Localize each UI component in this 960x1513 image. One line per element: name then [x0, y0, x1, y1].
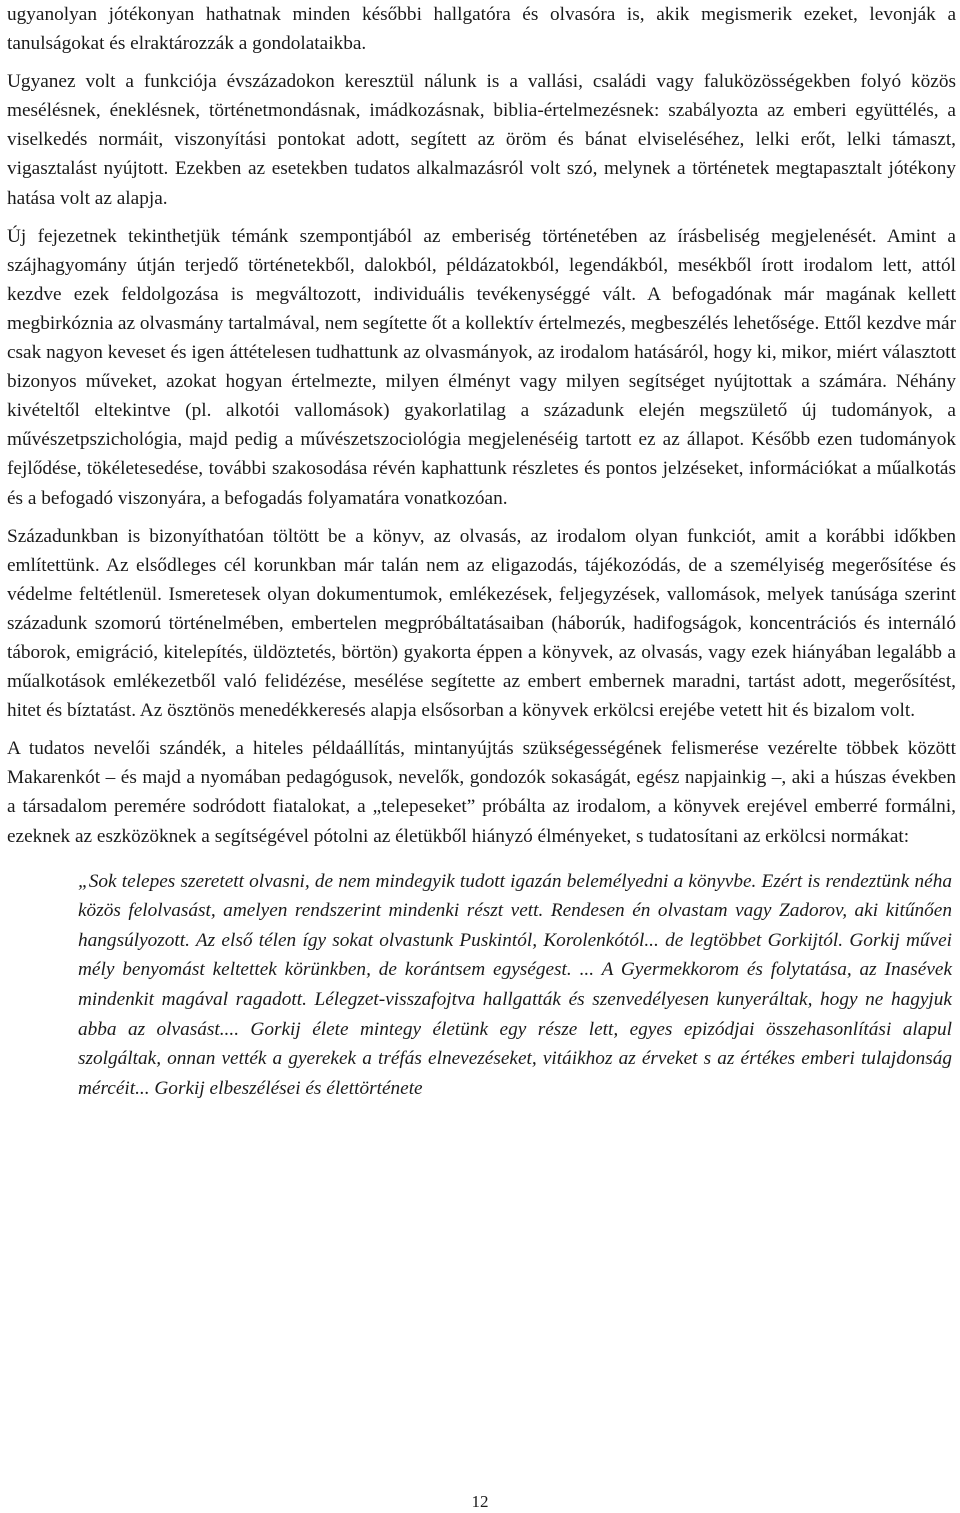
paragraph-2: Ugyanez volt a funkciója évszázadokon keresztül nálunk is a vallási, családi vagy faluközösségekben folyó közös mesélésnek, éneklésnek, történetmondásnak, imádkozásnak, biblia-értelmezésnek: szabályozta az emberi együttélés, a viselkedés normáit, viszonyítási pontokat adott, segített az öröm és bánat elviseléséhez, lelki erőt, lelki támaszt, vigasztalást nyújtott. Ezekben az esetekben tudatos alkalmazásról volt szó, melynek a történetek megtapasztalt jótékony hatása volt az alapja. [7, 71, 956, 209]
page-number: 12 [471, 1492, 489, 1511]
paragraph-1: ugyanolyan jótékonyan hathatnak minden későbbi hallgatóra és olvasóra is, akik megismerik ezeket, levonják a tanulságokat és elraktározzák a gondolataikba. [7, 4, 956, 55]
block-quote: „Sok telepes szeretett olvasni, de nem mindegyik tudott igazán belemélyedni a könyvbe. Ezért is rendeztünk néha közös felolvasást, amelyen rendszerint mindenki részt vett. Rendesen én olvastam vagy Zadorov, aki kitűnően hangsúlyozott. Az első télen így sokat olvastunk Puskintól, Korolenkótól... de legtöbbet Gorkijtól. Gorkij művei mély benyomást keltettek körünkben, de korántsem egységest. ... A Gyermekkorom és folytatása, az Inasévek mindenkit magával ragadott. Lélegzet-visszafojtva hallgatták és szenvedélyesen kunyeráltak, hogy ne hagyjuk abba az olvasást.... Gorkij élete mintegy életünk egy része lett, egyes epizódjai összehasonlítási alapul szolgáltak, onnan vették a gyerekek a tréfás elnevezéseket, vitáikhoz az érveket s az értékes emberi tulajdonság mércéit... Gorkij elbeszélései és élettörténete [78, 870, 952, 1099]
paragraph-3: Új fejezetnek tekinthetjük témánk szempontjából az emberiség történetében az írásbeliség megjelenését. Amint a szájhagyomány útján terjedő történetekből, dalokból, példázatokból, legendákból, mesékből írott irodalom lett, attól kezdve ezek feldolgozása is megváltozott, individuális tevékenységgé vált. A befogadónak már magának kellett megbirkóznia az olvasmány tartalmával, nem segítette őt a kollektív értelmezés, megbeszélés lehetősége. Ettől kezdve már csak nagyon keveset és igen áttételesen tudhattunk az olvasmányok, az irodalom hatásáról, hogy ki, mikor, miért választott bizonyos műveket, azokat hogyan értelmezte, milyen élményt vagy milyen segítséget nyújtottak a számára. Néhány kivételtől eltekintve (pl. alkotói vallomások) gyakorlatilag a századunk elején megszülető új tudományok, a művészetpszichológia, majd pedig a művészetszociológia megjelenéséig tartott ez az állapot. Később ezen tudományok fejlődése, tökéletesedése, további szakosodása révén kaphattunk részletes és pontos jelzéseket, információkat a műalkotás és a befogadó viszonyára, a befogadás folyamatára vonatkozóan. [7, 225, 956, 509]
body-text [7, 0, 956, 851]
paragraph-5: A tudatos nevelői szándék, a hiteles példaállítás, mintanyújtás szükségességének felismerése vezérelte többek között Makarenkót – és majd a nyomában pedagógusok, nevelők, gondozók sokaságát, egész napjainkig –, aki a húszas években a társadalom peremére sodródott fiatalokat, a „telepeseket” próbálta az irodalom, a könyvek erejével emberré formálni, ezeknek az eszközöknek a segítségével pótolni az életükből hiányzó élményeket, s tudatosítani az erkölcsi normákat: [7, 738, 956, 847]
paragraph-4: Századunkban is bizonyíthatóan töltött be a könyv, az olvasás, az irodalom olyan funkciót, amit a korábbi időkben említettünk. Az elsődleges cél korunkban már talán nem az eligazodás, tájékozódás, de a személyiség megerősítése és védelme feltétlenül. Ismeretesek olyan dokumentumok, emlékezések, feljegyzések, vallomások, melyek tanúsága szerint századunk szomorú történelmében, embertelen megpróbáltatásaiban (háborúk, hadifogságok, koncentrációs és internáló táborok, emigráció, kitelepítés, üldöztetés, börtön) gyakorta éppen a könyvek, az olvasás, vagy ezek hiányában legalább a műalkotások emlékezetből való felidézése, mesélése segítette az embert embernek maradni, tartást adott, megerősítést, hitet és bíztatást. Az ösztönös menedékkeresés alapja elsősorban a könyvek erkölcsi erejébe vetett hit és bizalom volt. [7, 525, 956, 722]
